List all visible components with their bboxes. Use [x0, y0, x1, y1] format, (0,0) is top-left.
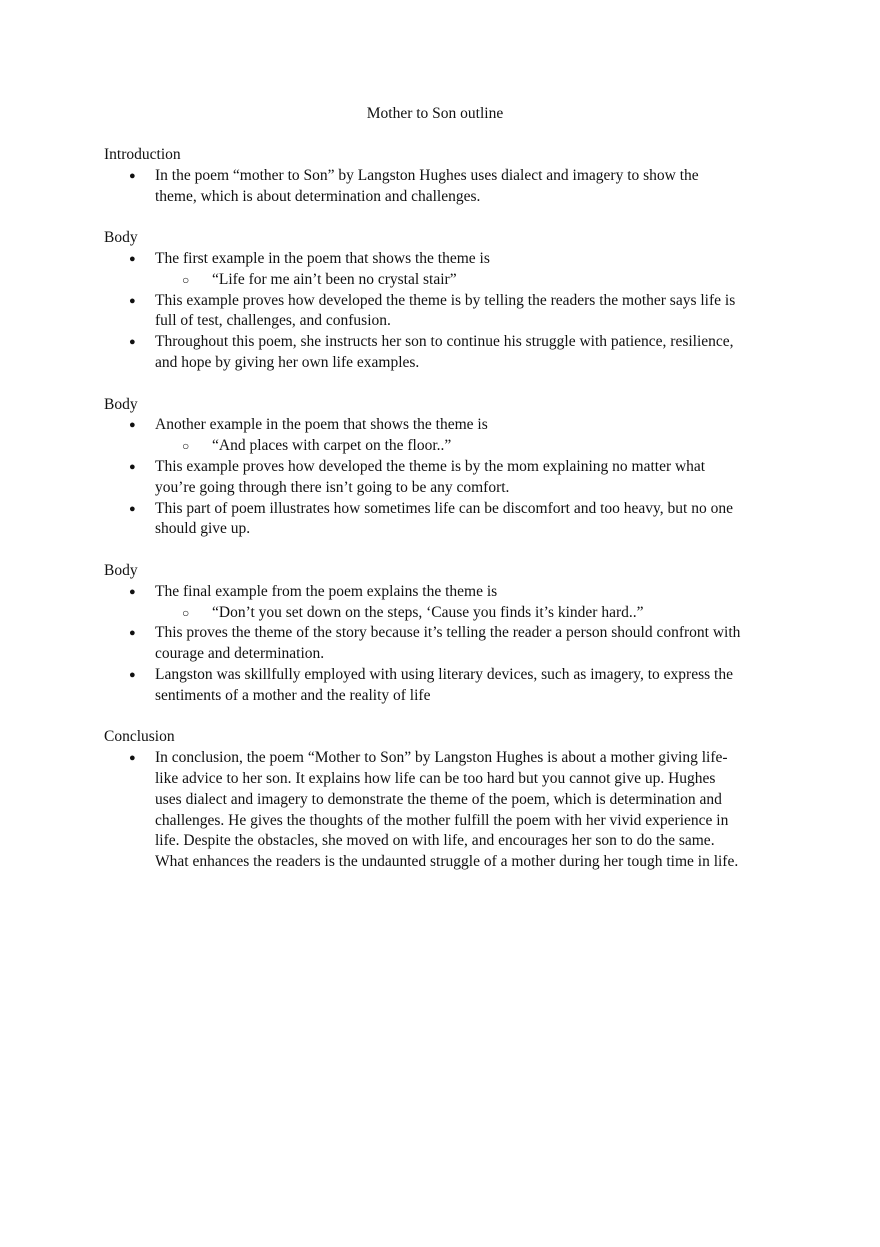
list-item-text: The first example in the poem that shows the theme is: [155, 249, 490, 267]
list-item: [129, 499, 744, 541]
quote-text: “And places with carpet on the floor..”: [212, 437, 452, 455]
list-item: [129, 623, 744, 665]
list-item: [129, 249, 744, 291]
quote-item: [182, 270, 744, 291]
bullet-list: [104, 166, 744, 208]
quote-item: [182, 436, 744, 457]
list-item-text: In the poem “mother to Son” by Langston Hughes uses dialect and imagery to show the theme, which is about determination and challenges.: [155, 166, 699, 205]
list-item-text: In conclusion, the poem “Mother to Son” by Langston Hughes is about a mother giving life-like advice to her son. It explains how life can be too hard but you cannot give up. Hughes uses dialect and imagery to demonstrate the theme of the poem, which is determination and challenges. He gives the thoughts of the mother fulfill the poem with her vivid experience in life. Despite the obstacles, she moved on with life, and encourages her son to do the same. What enhances the readers is the undaunted struggle of a mother during her tough time in life.: [155, 749, 739, 871]
list-item-text: This part of poem illustrates how sometimes life can be discomfort and too heavy, but no one should give up.: [155, 499, 733, 538]
list-item: [129, 748, 744, 873]
bullet-icon: ●: [129, 627, 136, 640]
list-item: [129, 582, 744, 624]
list-item: [129, 332, 744, 374]
list-item: [129, 415, 744, 457]
bullet-list: [104, 748, 744, 873]
list-item-text: Another example in the poem that shows the theme is: [155, 416, 488, 434]
bullet-icon: ●: [129, 252, 136, 265]
bullet-icon: ●: [129, 585, 136, 598]
bullet-icon: ●: [129, 502, 136, 515]
sub-bullet-list: [155, 603, 744, 624]
bullet-icon: ●: [129, 668, 136, 681]
section-heading: Body: [104, 395, 138, 413]
list-item-text: This example proves how developed the theme is by the mom explaining no matter what you’re going through there isn’t going to be any comfort.: [155, 457, 706, 496]
sub-bullet-list: [155, 436, 744, 457]
list-item-text: Throughout this poem, she instructs her son to continue his struggle with patience, resilience, and hope by giving her own life examples.: [155, 333, 734, 371]
list-item: [129, 457, 744, 499]
outline-section-body: [104, 561, 744, 707]
list-item: [129, 665, 744, 707]
bullet-icon: ●: [129, 294, 136, 307]
bullet-icon: ●: [129, 460, 136, 473]
list-item: [129, 291, 744, 333]
quote-item: [182, 603, 744, 624]
bullet-icon: ●: [129, 419, 136, 432]
list-item: [129, 166, 744, 208]
bullet-icon: ●: [129, 336, 136, 349]
document-title: Mother to Son outline: [366, 105, 504, 122]
outline-section-conclusion: [104, 727, 744, 873]
bullet-list: [104, 249, 744, 374]
section-heading: Introduction: [104, 146, 181, 163]
outline-section-introduction: [104, 145, 744, 207]
bullet-icon: ●: [129, 752, 136, 765]
list-item-text: This example proves how developed the theme is by telling the readers the mother says life is full of test, challenges, and confusion.: [155, 291, 736, 330]
quote-text: “Don’t you set down on the steps, ‘Cause you finds it’s kinder hard..”: [212, 603, 644, 621]
section-heading: Body: [104, 229, 138, 247]
list-item-text: This proves the theme of the story because it’s telling the reader a person should confront with courage and determination.: [155, 624, 741, 663]
quote-text: “Life for me ain’t been no crystal stair”: [212, 270, 457, 288]
outline-section-body: [104, 395, 744, 541]
hollow-bullet-icon: ○: [182, 272, 190, 287]
bullet-icon: ●: [129, 169, 136, 182]
section-heading: Body: [104, 561, 138, 579]
outline-section-body: [104, 228, 744, 374]
sub-bullet-list: [155, 270, 744, 291]
bullet-list: [104, 415, 744, 540]
section-heading: Conclusion: [104, 728, 175, 746]
bullet-list: [104, 582, 744, 707]
hollow-bullet-icon: ○: [182, 439, 190, 454]
list-item-text: The final example from the poem explains the theme is: [155, 582, 498, 600]
hollow-bullet-icon: ○: [182, 605, 190, 620]
outline-body: [104, 145, 744, 894]
list-item-text: Langston was skillfully employed with using literary devices, such as imagery, to express the sentiments of a mother and the reality of life: [155, 665, 733, 704]
